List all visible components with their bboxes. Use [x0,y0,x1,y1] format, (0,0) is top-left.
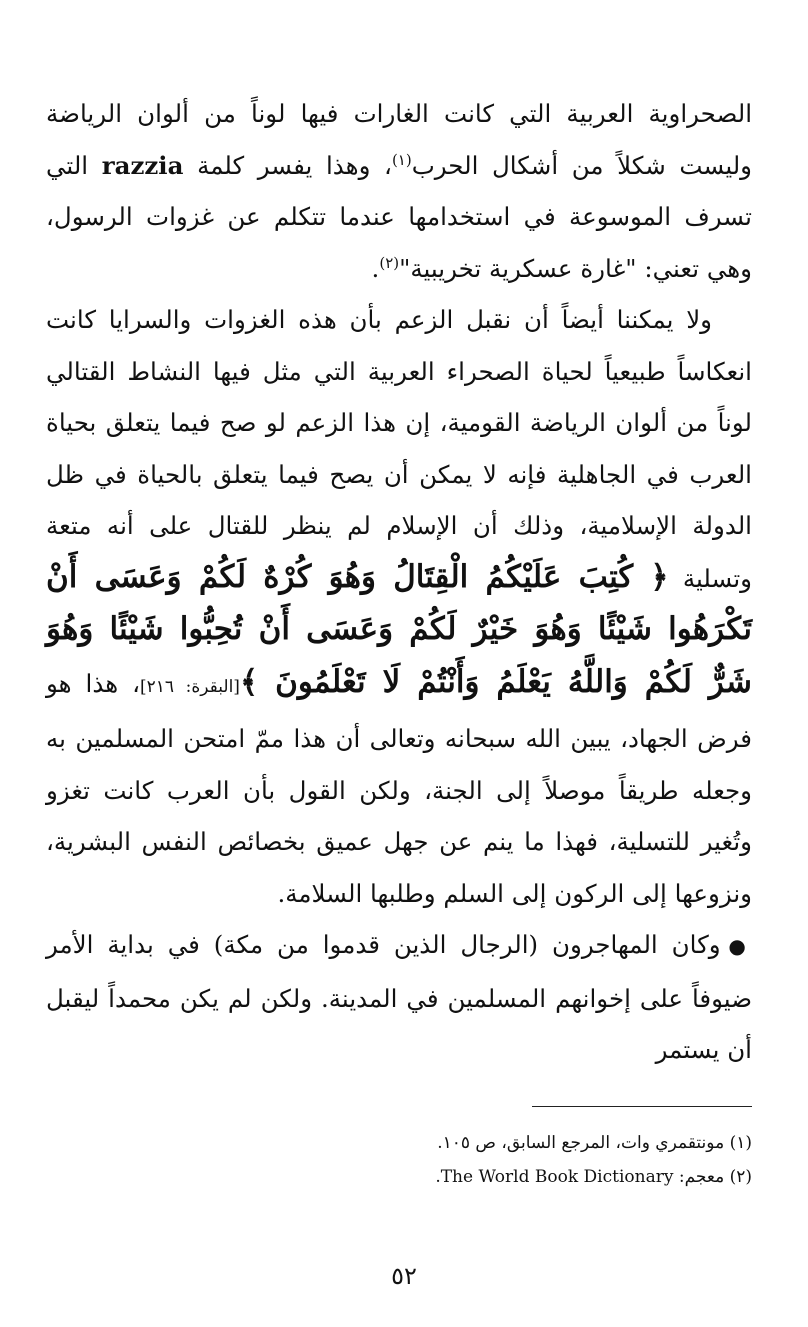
footnotes [300,1126,752,1194]
quran-reference: [البقرة: ٢١٦] [140,676,240,697]
paragraph-2-text: ولا يمكننا أيضاً أن نقبل الزعم بأن هذه الغزوات والسرايا كانت انعكاساً طبيعياً لحياة الصحراء العربية التي مثل فيها النشاط القتالي لوناً من ألوان الرياضة القومية، إن هذا الزعم لو صح فيما يتعلق بحياة العرب في الجاهلية فإنه لا يمكن أن يصح فيما يتعلق بالحياة في ظل الدولة الإسلامية، وذلك أن الإسلام لم ينظر للقتال على أنه متعة وتسلية [46,305,752,593]
latin-term: razzia [101,150,184,180]
paragraph-2 [46,294,752,919]
footnote-divider [532,1106,752,1107]
paragraph-1-text-2: ، وهذا يفسر كلمة [183,150,392,180]
paragraph-1-end: . [371,253,380,283]
footnote-2: (٢) معجم: The World Book Dictionary. [435,1167,752,1187]
quran-verse: ﴿ كُتِبَ عَلَيْكُمُ الْقِتَالُ وَهُوَ كُرْهٌ لَكُمْ وَعَسَى أَنْ تَكْرَهُوا شَيْئًا وَهُوَ خَيْرٌ لَكُمْ وَعَسَى أَنْ تُحِبُّوا شَيْئًا وَهُوَ شَرٌّ لَكُمْ وَاللَّهُ يَعْلَمُ وَأَنْتُمْ لَا تَعْلَمُونَ ﴾ [46,558,752,700]
footnote-1: (١) مونتقمري وات، المرجع السابق، ص ١٠٥. [437,1133,752,1153]
paragraph-1-text: الصحراوية العربية التي كانت الغارات فيها لوناً من ألوان الرياضة وليست شكلاً من أشكال الحرب [46,99,753,180]
paragraph-3-text: وكان المهاجرون (الرجال الذين قدموا من مكة) في بداية الأمر ضيوفاً على إخوانهم المسلمين في المدينة. ولكن لم يكن محمداً ليقبل أن يستمر [46,930,752,1064]
bullet-icon: ● [728,934,752,958]
footnote-ref-2: (٢) [379,253,400,272]
paragraph-1-text-3: التي تسرف الموسوعة في استخدامها عندما تتكلم عن غزوات الرسول، وهي تعني: "غارة عسكرية تخريبية" [46,150,752,283]
paragraph-2-text-2: ، هذا هو فرض الجهاد، يبين الله سبحانه وتعالى أن هذا ممّ امتحن المسلمين به وجعله طريقاً موصلاً إلى الجنة، ولكن القول بأن العرب كانت تغزو وتُغير للتسلية، فهذا ما ينم عن جهل عميق بخصائص النفس البشرية، ونزوعها إلى الركون إلى السلم وطلبها السلامة. [46,668,752,908]
body-text [46,88,752,1076]
paragraph-3 [46,919,752,1076]
page-number: ٥٢ [391,1262,417,1290]
paragraph-1 [46,88,752,294]
footnote-ref-1: (١) [391,150,412,169]
